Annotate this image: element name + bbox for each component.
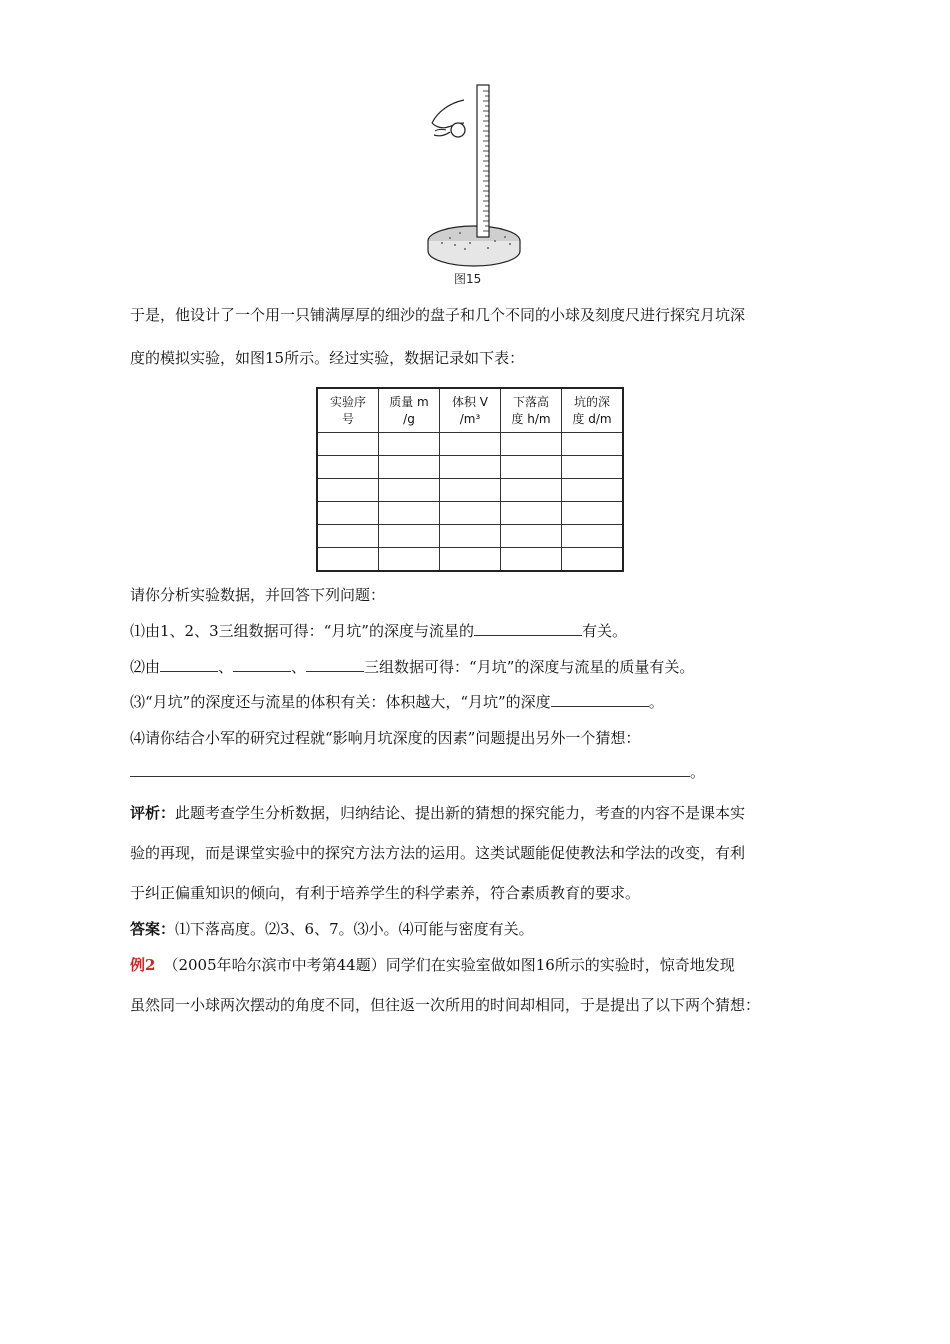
table-header-row (317, 388, 623, 433)
table-cell (501, 525, 562, 548)
ruler-ball-sand-tray-figure (420, 83, 530, 273)
question-1-end: 有关。 (581, 622, 627, 640)
table-cell (562, 479, 624, 502)
header-depth: 坑的深 度 d/m (562, 388, 624, 433)
header-volume: 体积 V /m³ (440, 388, 501, 433)
table-cell (440, 456, 501, 479)
question-1 (130, 621, 627, 641)
data-table (316, 387, 624, 572)
table-cell (501, 548, 562, 572)
table-cell (440, 525, 501, 548)
table-cell (379, 502, 440, 525)
question-3 (130, 692, 664, 712)
table-cell (562, 548, 624, 572)
table-cell (317, 479, 379, 502)
answer-text: ⑴下落高度。⑵3、6、7。⑶小。⑷可能与密度有关。 (175, 920, 534, 938)
question-4-answer-line (130, 762, 705, 782)
question-2 (130, 657, 694, 677)
header-height: 下落高 度 h/m (501, 388, 562, 433)
questions-prompt: 请你分析实验数据，并回答下列问题： (130, 586, 386, 604)
example-label: 例2 (130, 956, 156, 974)
header-trial-number: 实验序 号 (317, 388, 379, 433)
analysis-line-2: 验的再现，而是课堂实验中的探究方法方法的运用。这类试题能促使教法和学法的改变，有利 (130, 844, 746, 862)
analysis-text: 此题考查学生分析数据，归纳结论、提出新的猜想的探究能力，考查的内容不是课本实 (175, 804, 746, 822)
table-cell (379, 548, 440, 572)
answer-label: 答案： (130, 920, 176, 938)
table-cell (379, 479, 440, 502)
table-cell (440, 479, 501, 502)
table-cell (317, 525, 379, 548)
question-4: ⑷请你结合小军的研究过程就“影响月坑深度的因素”问题提出另外一个猜想： (130, 729, 641, 747)
answer-blank[interactable] (474, 621, 582, 636)
table-cell (379, 456, 440, 479)
answer-blank[interactable] (551, 692, 649, 707)
table-row (317, 479, 623, 502)
table-cell (562, 525, 624, 548)
example-text: （2005年哈尔滨市中考第44题）同学们在实验室做如图16所示的实验时，惊奇地发现 (163, 956, 735, 974)
table-cell (562, 433, 624, 456)
table-row (317, 548, 623, 572)
table-row (317, 502, 623, 525)
answer-line (130, 919, 534, 939)
table-cell (379, 525, 440, 548)
table-cell (440, 433, 501, 456)
answer-blank[interactable] (233, 657, 291, 672)
table-cell (440, 502, 501, 525)
table-cell (562, 502, 624, 525)
example-line-2: 虽然同一小球两次摆动的角度不同，但往返一次所用的时间却相同，于是提出了以下两个猜想： (130, 996, 761, 1014)
table-cell (501, 433, 562, 456)
table-cell (317, 502, 379, 525)
table-cell (317, 548, 379, 572)
analysis-line-1 (130, 803, 745, 823)
table-row (317, 433, 623, 456)
table-cell (501, 502, 562, 525)
answer-blank[interactable] (130, 762, 690, 777)
table-row (317, 525, 623, 548)
answer-blank[interactable] (160, 657, 218, 672)
table-cell (501, 456, 562, 479)
figure-15 (420, 83, 530, 288)
answer-blank[interactable] (306, 657, 364, 672)
question-4-end: 。 (690, 763, 706, 781)
question-3-text: ⑶“月坑”的深度还与流星的体积有关：体积越大，“月坑”的深度 (130, 693, 551, 711)
analysis-line-3: 于纠正偏重知识的倾向，有利于培养学生的科学素养，符合素质教育的要求。 (130, 884, 641, 902)
question-2-start: ⑵由 (130, 658, 161, 676)
question-1-text: ⑴由1、2、3三组数据可得：“月坑”的深度与流星的 (130, 622, 474, 640)
example-line-1 (130, 955, 735, 975)
separator: 、 (291, 658, 307, 676)
table-row (317, 456, 623, 479)
intro-line-2: 度的模拟实验，如图15所示。经过实验，数据记录如下表： (130, 349, 525, 367)
table-cell (317, 456, 379, 479)
table-cell (501, 479, 562, 502)
header-mass: 质量 m /g (379, 388, 440, 433)
table-cell (562, 456, 624, 479)
analysis-label: 评析： (130, 804, 176, 822)
figure-caption: 图15 (454, 272, 482, 286)
intro-line-1: 于是，他设计了一个用一只铺满厚厚的细沙的盘子和几个不同的小球及刻度尺进行探究月坑深 (130, 306, 746, 324)
table-cell (440, 548, 501, 572)
question-2-text: 三组数据可得：“月坑”的深度与流星的质量有关。 (364, 658, 695, 676)
table-cell (317, 433, 379, 456)
separator: 、 (218, 658, 234, 676)
question-3-end: 。 (648, 693, 664, 711)
table-cell (379, 433, 440, 456)
